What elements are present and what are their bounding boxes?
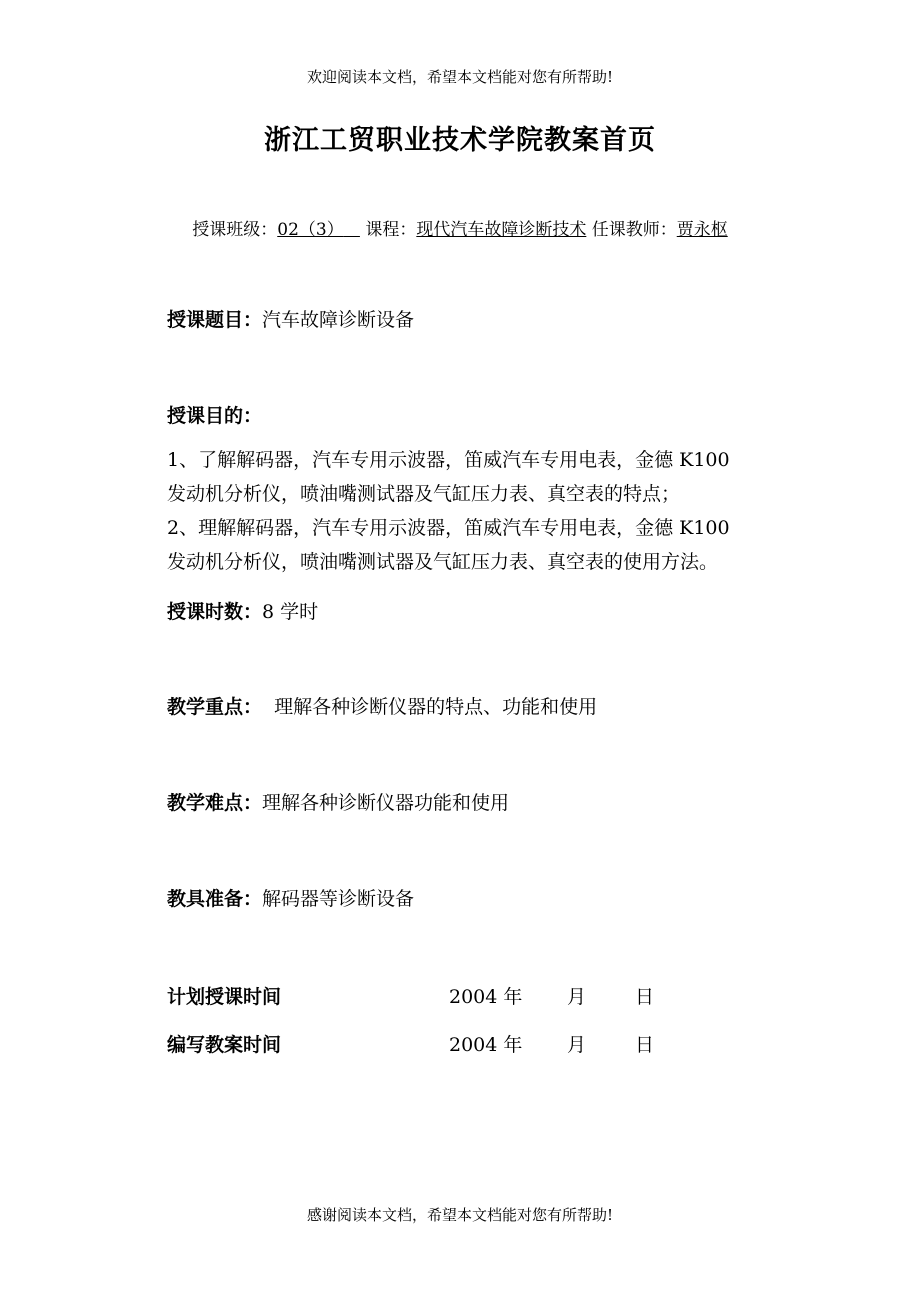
objectives-label-text: 授课目的： bbox=[167, 405, 263, 427]
written-year: 2004 年 bbox=[449, 1034, 523, 1056]
document-title: 浙江工贸职业技术学院教案首页 bbox=[264, 125, 656, 156]
planned-year: 2004 年 bbox=[449, 986, 523, 1008]
course-value: 现代汽车故障诊断技术 bbox=[416, 220, 587, 240]
written-date-label: 编写教案时间 bbox=[167, 1034, 282, 1056]
teacher-label: 任课教师： bbox=[591, 220, 677, 240]
planned-date-row bbox=[167, 982, 654, 1009]
objective-line: 发动机分析仪，喷油嘴测试器及气缸压力表、真空表的使用方法。 bbox=[167, 551, 719, 573]
key-points-label: 教学重点： bbox=[167, 696, 263, 718]
topic-label: 授课题目： bbox=[167, 309, 263, 331]
written-date-row bbox=[167, 1030, 654, 1057]
objective-line: 2、理解解码器，汽车专用示波器，笛威汽车专用电表，金德 K100 bbox=[167, 517, 730, 539]
course-label: 课程： bbox=[365, 220, 417, 240]
teaching-aids-value: 解码器等诊断设备 bbox=[262, 888, 415, 910]
class-value: 02（3） bbox=[277, 220, 344, 240]
objectives-text bbox=[167, 443, 787, 579]
footer-note: 感谢阅读本文档，希望本文档能对您有所帮助! bbox=[306, 1206, 614, 1224]
class-value-pad bbox=[344, 220, 360, 240]
difficulties-value: 理解各种诊断仪器功能和使用 bbox=[262, 792, 510, 814]
hours-value: 8 学时 bbox=[262, 601, 319, 623]
course-meta-line bbox=[0, 215, 920, 240]
topic-field bbox=[167, 305, 414, 332]
difficulties-label: 教学难点： bbox=[167, 792, 263, 814]
difficulties-field bbox=[167, 788, 509, 815]
class-label: 授课班级： bbox=[192, 220, 278, 240]
hours-field bbox=[167, 597, 318, 624]
teaching-aids-label: 教具准备： bbox=[167, 888, 263, 910]
hours-label: 授课时数： bbox=[167, 601, 263, 623]
header-note: 欢迎阅读本文档，希望本文档能对您有所帮助! bbox=[306, 68, 614, 86]
objective-line: 发动机分析仪，喷油嘴测试器及气缸压力表、真空表的特点； bbox=[167, 483, 681, 505]
planned-day: 日 bbox=[635, 986, 655, 1008]
objective-line: 1、了解解码器，汽车专用示波器，笛威汽车专用电表，金德 K100 bbox=[167, 449, 730, 471]
key-points-field bbox=[167, 692, 597, 719]
key-points-value: 理解各种诊断仪器的特点、功能和使用 bbox=[262, 696, 598, 718]
objectives-label bbox=[167, 401, 262, 428]
teaching-aids-field bbox=[167, 884, 414, 911]
written-day: 日 bbox=[635, 1034, 655, 1056]
planned-month: 月 bbox=[567, 986, 587, 1008]
written-month: 月 bbox=[567, 1034, 587, 1056]
teacher-value: 贾永枢 bbox=[676, 220, 728, 240]
planned-date-label: 计划授课时间 bbox=[167, 986, 282, 1008]
topic-value: 汽车故障诊断设备 bbox=[262, 309, 415, 331]
